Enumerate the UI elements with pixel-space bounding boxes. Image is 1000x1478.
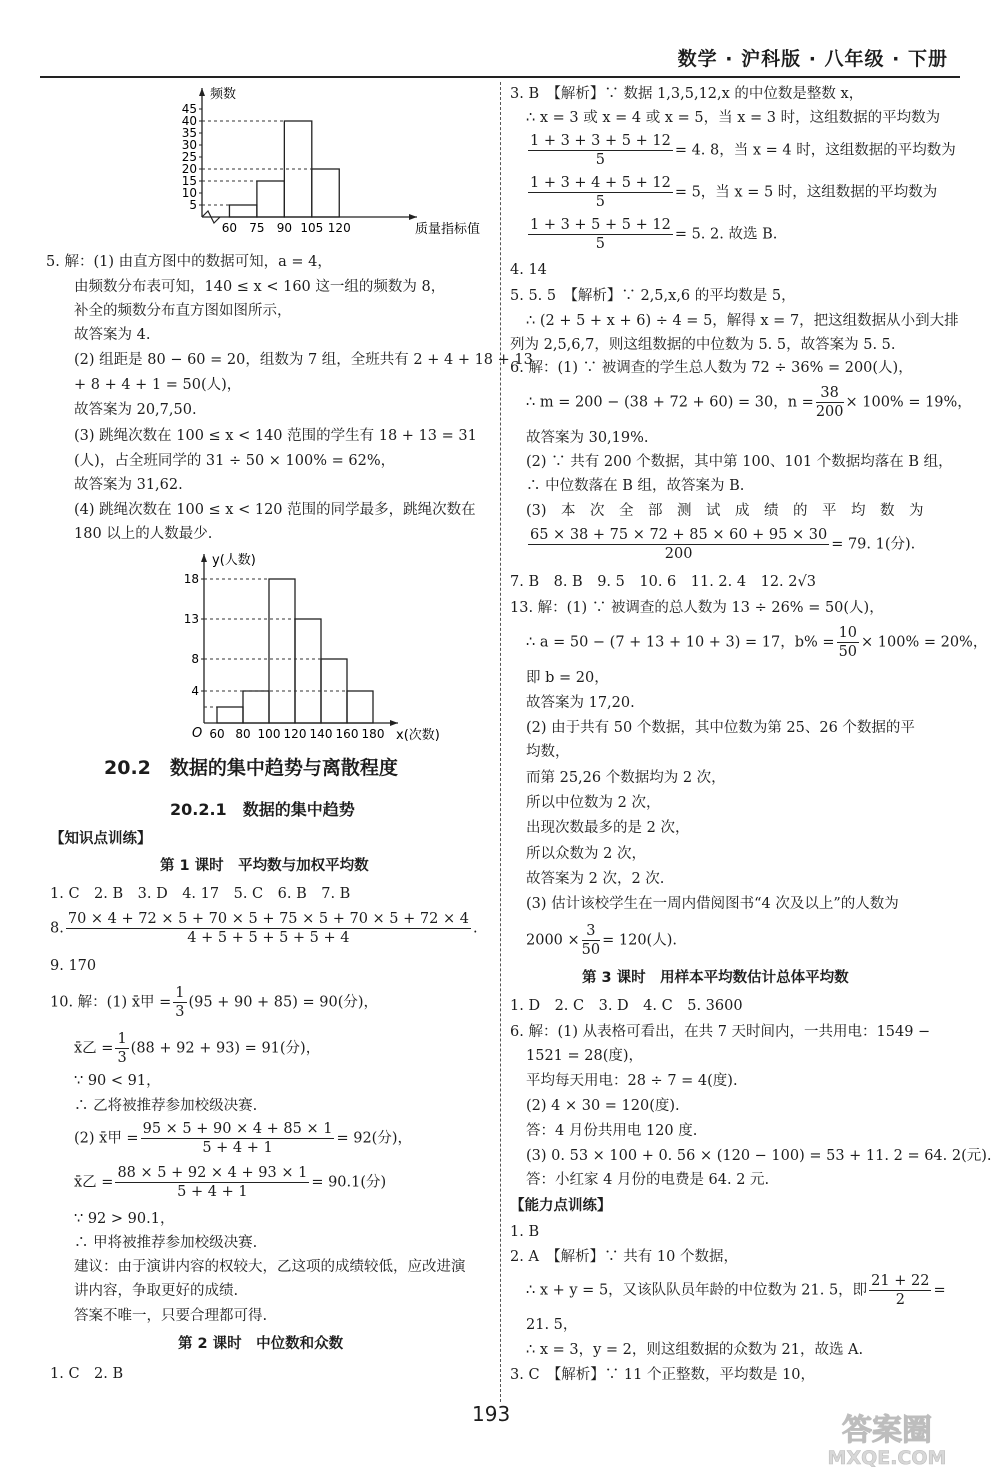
histogram-bar <box>229 205 256 217</box>
r-a2b-fraction <box>869 1272 931 1309</box>
r-q3-e <box>526 216 777 253</box>
q10-line-h: ∴ 甲将被推荐参加校级决赛. <box>74 1235 258 1251</box>
q10e-pre: (2) x̄甲 = <box>74 1130 139 1147</box>
q8-fraction <box>66 910 471 947</box>
q10-line-e <box>74 1120 412 1157</box>
histogram-bar <box>257 181 284 217</box>
r-q6-c: 故答案为 30,19%. <box>526 430 649 446</box>
r-a2-d: ∴ x = 3，y = 2，则这组数据的众数为 21，故选 A. <box>526 1342 864 1358</box>
r-a2-a: 2. A 【解析】∵ 共有 10 个数据， <box>510 1249 738 1265</box>
r-q5-b: ∴ (2 + 5 + x + 6) ÷ 4 = 5，解得 x = 7，把这组数据从小到大排 <box>526 313 959 329</box>
q10-line-c: ∵ 90 < 91， <box>74 1073 161 1089</box>
r-q13-g: 而第 25,26 个数据均为 2 次， <box>526 770 726 786</box>
origin-label: O <box>192 726 203 741</box>
q10f-post: = 90.1(分) <box>311 1174 387 1191</box>
r-q13-l: (3) 估计该校学生在一周内借阅图书“4 次及以上”的人数为 <box>526 896 899 912</box>
lesson3-answers: 1. D 2. C 3. D 4. C 5. 3600 <box>510 998 743 1014</box>
y-tick-label: 5 <box>189 198 197 212</box>
q10-line-k: 答案不唯一，只要合理都可得. <box>74 1308 268 1324</box>
q10-line-d: ∴ 乙将被推荐参加校级决赛. <box>74 1098 258 1114</box>
r-q3-c <box>526 132 956 169</box>
r-q13m-pre: 2000 × <box>526 932 580 949</box>
q10e-fraction <box>141 1120 335 1157</box>
r-q6b-post: × 100% = 19%， <box>845 394 972 411</box>
ability-label: 【能力点训练】 <box>510 1198 612 1214</box>
r-q6b-fraction <box>816 384 844 421</box>
q5-line6: + 8 + 4 + 1 = 50(人)， <box>74 377 242 393</box>
q10-line-i: 建议：由于演讲内容的权较大，乙这项的成绩较低，应改进演 <box>74 1259 466 1275</box>
r-q13m-den: 50 <box>581 942 601 958</box>
r-q13-h: 所以中位数为 2 次， <box>526 795 661 811</box>
r-q6b-pre: ∴ m = 200 − (38 + 72 + 60) = 30，n = <box>526 394 814 411</box>
histogram-bar <box>269 579 295 723</box>
lesson1-title: 第 1 课时 平均数与加权平均数 <box>160 858 369 874</box>
r-q3c-fraction <box>528 132 673 169</box>
q10a-den: 3 <box>175 1004 185 1020</box>
r-q4: 4. 14 <box>510 262 547 278</box>
r-q13b-post: × 100% = 20%， <box>861 634 988 651</box>
q10b-den: 3 <box>117 1050 127 1066</box>
x-tick-label: 120 <box>327 221 351 235</box>
x-tick-label: 140 <box>309 727 333 741</box>
q10-line-f <box>74 1164 386 1201</box>
q10b-pre: x̄乙 = <box>74 1040 114 1057</box>
r-q3e-den: 5 <box>595 236 606 252</box>
y-tick-label: 13 <box>183 612 199 626</box>
subsection-title: 20.2.1 数据的集中趋势 <box>170 800 355 819</box>
x-tick-label: 180 <box>361 727 385 741</box>
q8-denominator: 4 + 5 + 5 + 5 + 5 + 4 <box>187 930 350 946</box>
q10a-num: 1 <box>175 985 185 1001</box>
y-tick-label: 45 <box>181 102 197 116</box>
r-q13-k: 故答案为 2 次，2 次. <box>526 871 665 887</box>
r-q3-b: ∴ x = 3 或 x = 4 或 x = 5，当 x = 3 时，这组数据的平均数为 <box>526 110 941 126</box>
r-q13-e: (2) 由于共有 50 个数据，其中位数为第 25、26 个数据的平 <box>526 720 915 736</box>
x-tick-label: 90 <box>276 221 292 235</box>
r-q6g-fraction <box>528 526 829 563</box>
r-q6b-d: (2) 4 × 30 = 120(度). <box>526 1098 680 1114</box>
q9: 9. 170 <box>50 958 97 974</box>
r-q6-e: ∴ 中位数落在 B 组，故答案为 B. <box>526 478 745 494</box>
y-tick-label: 4 <box>191 684 199 698</box>
q5-line9: (人)，占全班同学的 31 ÷ 50 × 100% = 62%， <box>74 453 396 469</box>
y-tick-label: 20 <box>181 162 197 176</box>
r-q3e-post: = 5. 2. 故选 B. <box>674 226 778 243</box>
page-header: 数学 · 沪科版 · 八年级 · 下册 <box>677 48 948 70</box>
r-a1: 1. B <box>510 1224 540 1240</box>
r-q6-d: (2) ∵ 共有 200 个数据，其中第 100、101 个数据均落在 B 组， <box>526 454 953 470</box>
watermark-text: 答案圈 <box>842 1413 932 1448</box>
histogram-bar <box>347 691 373 723</box>
histogram-bar <box>312 169 339 217</box>
q8-label: 8. <box>50 920 64 937</box>
r-q6b-a: 6. 解：(1) 从表格可看出，在共 7 天时间内，一共用电：1549 − <box>510 1024 931 1040</box>
r-a2-b <box>526 1272 946 1309</box>
q10e-num: 95 × 5 + 90 × 4 + 85 × 1 <box>142 1121 333 1137</box>
header-rule <box>40 76 960 78</box>
r-q3c-den: 5 <box>595 152 606 168</box>
y-axis-arrow <box>201 554 207 562</box>
r-a2b-num: 21 + 22 <box>871 1273 930 1289</box>
r-q6b-e: 答：4 月份共用电 120 度. <box>526 1123 698 1139</box>
r-q3d-num: 1 + 3 + 4 + 5 + 12 <box>530 175 671 191</box>
q10f-num: 88 × 5 + 92 × 4 + 93 × 1 <box>117 1165 308 1181</box>
r-q6-f: (3) 本 次 全 部 测 试 成 绩 的 平 均 数 为 <box>526 503 924 519</box>
r-q3e-fraction <box>528 216 673 253</box>
x-axis-label: 质量指标值 <box>415 222 481 237</box>
lesson2-answers: 1. C 2. B <box>50 1366 124 1382</box>
r-q13-i: 出现次数最多的是 2 次， <box>526 820 690 836</box>
r-q6-a: 6. 解：(1) ∵ 被调查的学生总人数为 72 ÷ 36% = 200(人)， <box>510 360 913 376</box>
histogram-bar <box>243 691 269 723</box>
r-q7-12: 7. B 8. B 9. 5 10. 6 11. 2. 4 12. 2√3 <box>510 574 816 590</box>
q5-line3: 补全的频数分布直方图如图所示， <box>74 303 292 319</box>
histogram-quality-index <box>142 82 482 250</box>
r-q6-g <box>526 526 915 563</box>
lesson2-title: 第 2 课时 中位数和众数 <box>178 1336 344 1352</box>
r-q3e-num: 1 + 3 + 5 + 5 + 12 <box>530 217 671 233</box>
r-q13b-pre: ∴ a = 50 − (7 + 13 + 10 + 3) = 17，b% = <box>526 634 835 651</box>
lesson3-title: 第 3 课时 用样本平均数估计总体平均数 <box>582 970 849 986</box>
r-q13m-fraction <box>582 922 600 959</box>
q10e-post: = 92(分)， <box>336 1130 412 1147</box>
r-q3d-den: 5 <box>595 194 606 210</box>
q5-line4: 故答案为 4. <box>74 327 151 343</box>
q10b-post: (88 + 92 + 93) = 91(分)， <box>130 1040 321 1057</box>
r-q3d-post: = 5，当 x = 5 时，这组数据的平均数为 <box>674 184 938 201</box>
r-q3c-post: = 4. 8，当 x = 4 时，这组数据的平均数为 <box>674 142 956 159</box>
y-tick-label: 40 <box>181 114 197 128</box>
q5-line11: (4) 跳绳次数在 100 ≤ x < 120 范围的同学最多，跳绳次数在 <box>74 502 476 518</box>
x-axis-label: x(次数) <box>396 728 440 743</box>
y-axis-arrow <box>199 88 205 96</box>
r-q3c-num: 1 + 3 + 3 + 5 + 12 <box>530 133 671 149</box>
r-q6b-den: 200 <box>815 404 844 420</box>
section-title: 20.2 数据的集中趋势与离散程度 <box>104 757 398 779</box>
r-q6g-num: 65 × 38 + 75 × 72 + 85 × 60 + 95 × 30 <box>530 527 828 543</box>
q8 <box>50 910 478 947</box>
r-q13-a: 13. 解：(1) ∵ 被调查的总人数为 13 ÷ 26% = 50(人)， <box>510 600 884 616</box>
r-q13b-num: 10 <box>838 625 858 641</box>
y-tick-label: 18 <box>183 572 199 586</box>
r-q6b-f: (3) 0. 53 × 100 + 0. 56 × (120 − 100) = 53 + 11. 2 = 64. 2(元). <box>526 1148 992 1164</box>
r-q6-b <box>526 384 972 421</box>
q10a-post: (95 + 90 + 85) = 90(分)， <box>188 994 379 1011</box>
histogram-bar <box>295 619 321 723</box>
r-a2b-post: = <box>933 1282 946 1299</box>
r-a2b-den: 2 <box>895 1292 905 1308</box>
histogram-bar <box>217 707 243 723</box>
x-tick-label: 160 <box>335 727 359 741</box>
y-tick-label: 15 <box>181 174 197 188</box>
q10f-den: 5 + 4 + 1 <box>177 1184 248 1200</box>
r-q3-d <box>526 174 937 211</box>
q8-tail: . <box>472 920 478 937</box>
x-axis-arrow <box>390 720 398 726</box>
x-tick-label: 80 <box>235 727 251 741</box>
y-tick-label: 8 <box>191 652 199 666</box>
q10b-fraction <box>115 1030 128 1067</box>
r-q13m-post: = 120(人). <box>602 932 677 949</box>
r-q6b-g: 答：小红家 4 月份的电费是 64. 2 元. <box>526 1172 770 1188</box>
q10f-pre: x̄乙 = <box>74 1174 114 1191</box>
r-q13b-den: 50 <box>838 644 858 660</box>
r-q13-d: 故答案为 17,20. <box>526 695 635 711</box>
r-q5-c: 列为 2,5,6,7，则这组数据的中位数为 5. 5，故答案为 5. 5. <box>510 337 896 353</box>
r-q6b-b: 1521 = 28(度)， <box>526 1048 644 1064</box>
r-a3: 3. C 【解析】∵ 11 个正整数，平均数是 10， <box>510 1367 816 1383</box>
watermark-logo <box>805 1408 970 1468</box>
page-number: 193 <box>472 1402 511 1426</box>
knowledge-label: 【知识点训练】 <box>50 831 152 847</box>
q5-line1: 5. 解：(1) 由直方图中的数据可知，a = 4， <box>46 254 332 270</box>
x-tick-label: 120 <box>283 727 307 741</box>
r-q6g-den: 200 <box>664 546 693 562</box>
column-divider <box>500 82 501 1402</box>
r-q3d-fraction <box>528 174 673 211</box>
q5-line7: 故答案为 20,7,50. <box>74 402 197 418</box>
y-tick-label: 25 <box>181 150 197 164</box>
y-tick-label: 35 <box>181 126 197 140</box>
r-q13-j: 所以众数为 2 次， <box>526 846 646 862</box>
r-q6b-num: 38 <box>816 384 844 403</box>
histogram-rope-skipping <box>142 548 472 748</box>
y-axis-label: 频数 <box>210 87 237 102</box>
watermark-url: MXQE.COM <box>827 1447 947 1468</box>
r-q13b-fraction <box>837 624 859 661</box>
q10-line-j: 讲内容，争取更好的成绩. <box>74 1283 239 1299</box>
q10a-fraction <box>173 984 186 1021</box>
lesson1-answers: 1. C 2. B 3. D 4. 17 5. C 6. B 7. B <box>50 886 351 902</box>
q5-line5: (2) 组距是 80 − 60 = 20，组数为 7 组，全班共有 2 + 4 + 18 + 13 <box>74 352 533 368</box>
r-q13-m <box>526 922 677 959</box>
q10f-fraction <box>115 1164 309 1201</box>
q10-line-b <box>74 1030 320 1067</box>
q10a-pre: 10. 解：(1) x̄甲 = <box>50 994 172 1011</box>
q5-line8: (3) 跳绳次数在 100 ≤ x < 140 范围的学生有 18 + 13 = 31 <box>74 428 477 444</box>
y-tick-label: 10 <box>181 186 197 200</box>
r-q13-c: 即 b = 20， <box>526 670 609 686</box>
r-a2-c: 21. 5， <box>526 1317 578 1333</box>
r-q6g-post: = 79. 1(分). <box>831 536 916 553</box>
q5-line10: 故答案为 31,62. <box>74 477 183 493</box>
x-axis-arrow <box>409 214 417 220</box>
y-axis-label: y(人数) <box>212 553 256 568</box>
x-tick-label: 75 <box>249 221 265 235</box>
r-q13-f: 均数， <box>526 744 570 760</box>
q8-numerator: 70 × 4 + 72 × 5 + 70 × 5 + 75 × 5 + 70 × 5 + 72 × 4 <box>67 911 469 927</box>
x-tick-label: 60 <box>209 727 225 741</box>
q10-line-a <box>50 984 378 1021</box>
q10-line-g: ∵ 92 > 90.1， <box>74 1211 175 1227</box>
r-q13-b <box>526 624 987 661</box>
q10e-den: 5 + 4 + 1 <box>202 1140 273 1156</box>
q5-line12: 180 以上的人数最少. <box>74 526 213 542</box>
r-q5-a: 5. 5. 5 【解析】∵ 2,5,x,6 的平均数是 5， <box>510 288 796 304</box>
x-tick-label: 105 <box>300 221 324 235</box>
q10b-num: 1 <box>117 1031 127 1047</box>
y-tick-label: 30 <box>181 138 197 152</box>
r-q3-a: 3. B 【解析】∵ 数据 1,3,5,12,x 的中位数是整数 x， <box>510 86 864 102</box>
r-q6b-c: 平均每天用电：28 ÷ 7 = 4(度). <box>526 1073 738 1089</box>
r-a2b-pre: ∴ x + y = 5，又该队队员年龄的中位数为 21. 5，即 <box>526 1282 868 1299</box>
r-q13m-num: 3 <box>582 922 600 941</box>
x-tick-label: 100 <box>257 727 281 741</box>
q5-line2: 由频数分布表可知，140 ≤ x < 160 这一组的频数为 8， <box>74 279 446 295</box>
x-tick-label: 60 <box>221 221 238 235</box>
